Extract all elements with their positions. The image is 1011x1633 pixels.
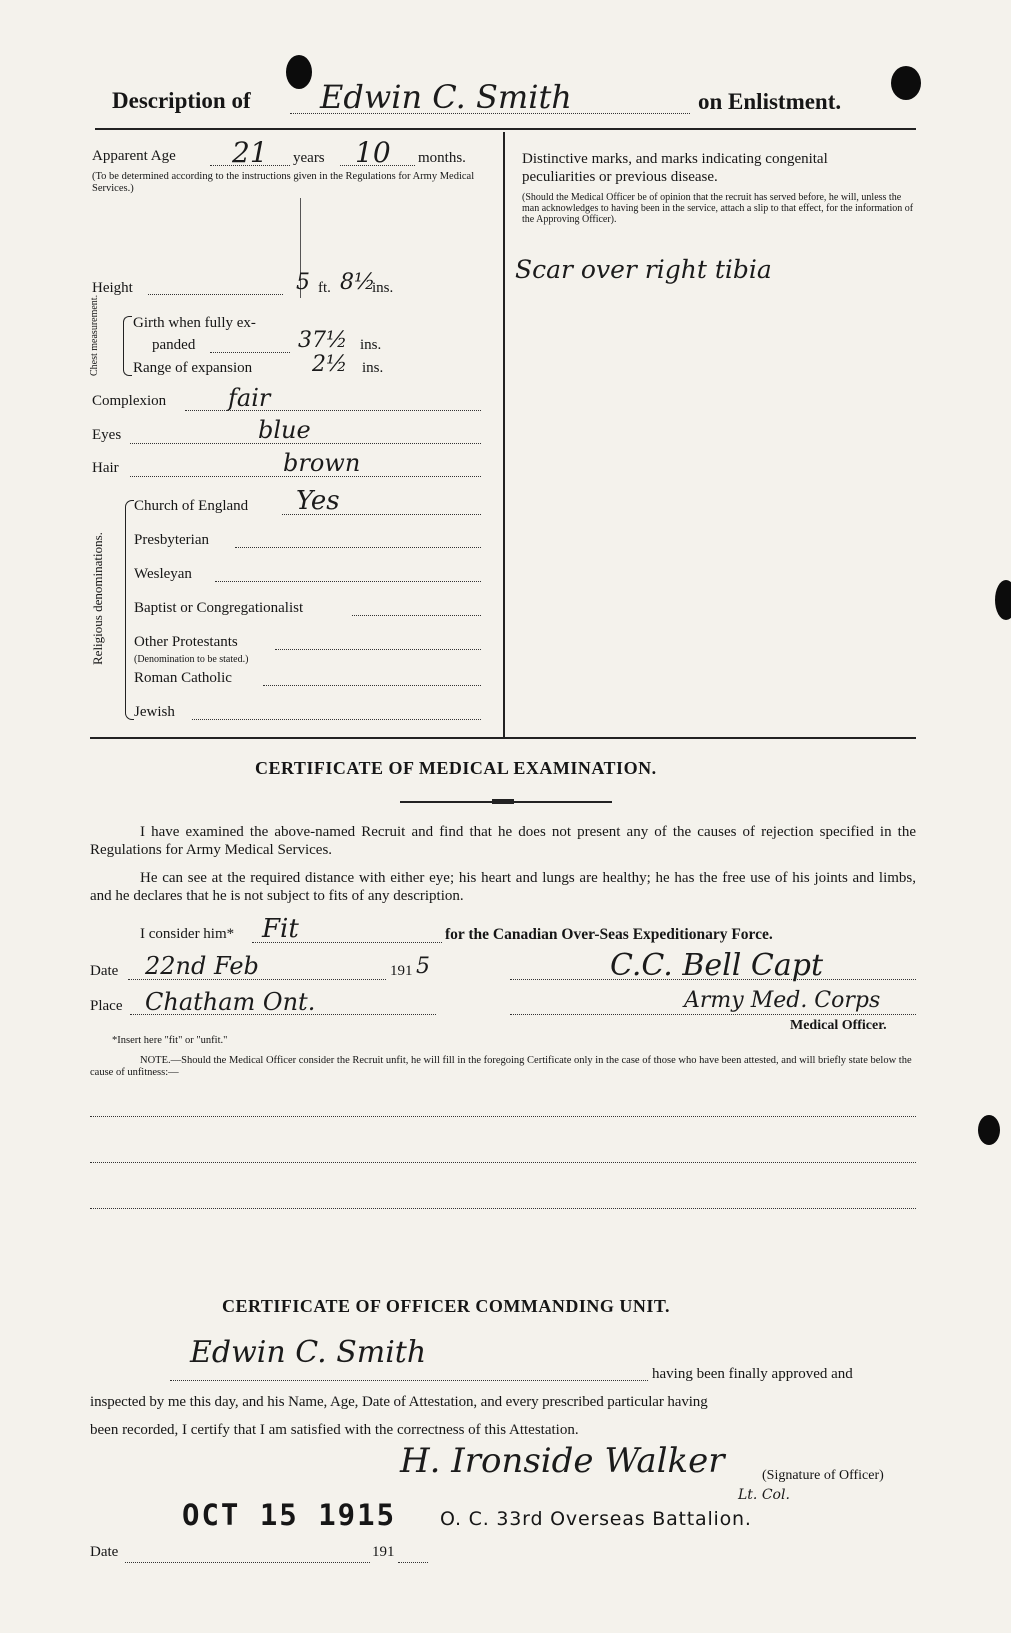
medical-place-line xyxy=(130,1014,436,1015)
girth-label-1: Girth when fully ex- xyxy=(133,315,256,331)
chest-group-label: Chest measurement. xyxy=(89,294,100,376)
range-unit: ins. xyxy=(362,360,384,376)
commanding-line1-suffix: having been finally approved and xyxy=(652,1366,853,1382)
section-rule xyxy=(90,737,916,739)
medical-para-2: He can see at the required distance with either eye; his heart and lungs are healthy; he has the free use of his joints and limbs, and he declares that he is not subject to fits of any description. xyxy=(90,870,916,904)
months-label: months. xyxy=(418,150,466,166)
commanding-line3: been recorded, I certify that I am satisfied with the correctness of this Attestation. xyxy=(90,1422,579,1438)
medical-date-label: Date xyxy=(90,963,119,979)
religion-line xyxy=(282,514,481,515)
commanding-rank: Lt. Col. xyxy=(738,1487,790,1503)
ink-blot xyxy=(978,1115,1000,1145)
religion-wesleyan: Wesleyan xyxy=(134,566,192,582)
commanding-name-value: Edwin C. Smith xyxy=(190,1335,427,1370)
religion-line xyxy=(263,685,481,686)
height-in: 8½ xyxy=(340,270,376,295)
complexion-label: Complexion xyxy=(92,393,167,409)
height-line xyxy=(148,294,283,295)
religion-bracket xyxy=(125,500,134,720)
unfitness-line-1 xyxy=(90,1116,916,1117)
religion-roman-catholic: Roman Catholic xyxy=(134,670,232,686)
medical-signature: C.C. Bell Capt xyxy=(610,948,824,983)
religion-presbyterian: Presbyterian xyxy=(134,532,209,548)
religion-baptist: Baptist or Congregationalist xyxy=(134,600,304,616)
header-suffix: on Enlistment. xyxy=(698,89,842,114)
religion-line xyxy=(235,547,481,548)
name-line xyxy=(290,113,690,114)
commanding-year-prefix: 191 xyxy=(372,1544,395,1560)
age-months: 10 xyxy=(355,136,391,169)
girth-unit: ins. xyxy=(360,337,382,353)
medical-date-value: 22nd Feb xyxy=(145,952,259,980)
religion-line xyxy=(352,615,481,616)
marks-title-2: peculiarities or previous disease. xyxy=(522,169,718,185)
religion-line xyxy=(275,649,481,650)
medical-date-line xyxy=(128,979,386,980)
commanding-signature-label: (Signature of Officer) xyxy=(762,1468,884,1483)
age-years-line xyxy=(210,165,290,166)
range-value: 2½ xyxy=(312,352,348,377)
ins-label: ins. xyxy=(372,280,394,296)
medical-signature-2: Army Med. Corps xyxy=(684,988,881,1013)
recruit-name: Edwin C. Smith xyxy=(320,78,572,116)
ink-blot xyxy=(891,66,921,100)
range-label: Range of expansion xyxy=(133,360,253,376)
medical-title: CERTIFICATE OF MEDICAL EXAMINATION. xyxy=(255,758,657,778)
marks-note: (Should the Medical Officer be of opinion that the recruit has served before, he will, unless the man acknowledges to having been in the service, attach a slip to that effect, for the information of the Approving Officer). xyxy=(522,192,914,225)
complexion-value: fair xyxy=(228,384,271,412)
ink-blot xyxy=(995,580,1011,620)
ink-blot xyxy=(286,55,312,89)
girth-value: 37½ xyxy=(298,328,348,353)
age-label: Apparent Age xyxy=(92,148,176,164)
religion-church-of-england: Church of England xyxy=(134,498,249,514)
commanding-date-label: Date xyxy=(90,1544,119,1560)
column-divider xyxy=(503,132,505,737)
medical-year-prefix: 191 xyxy=(390,963,413,979)
religion-group-label: Religious denominations. xyxy=(90,532,105,665)
eyes-value: blue xyxy=(258,416,311,444)
hair-label: Hair xyxy=(92,460,119,476)
insert-note: *Insert here "fit" or "unfit." xyxy=(112,1035,228,1046)
consider-label: I consider him* xyxy=(140,926,235,942)
medical-officer-label: Medical Officer. xyxy=(790,1018,887,1033)
medical-place-value: Chatham Ont. xyxy=(145,988,316,1016)
consider-value: Fit xyxy=(262,914,299,944)
commanding-date-stamp: OCT 15 1915 xyxy=(182,1498,397,1532)
header-prefix: Description of xyxy=(112,88,251,113)
age-months-line xyxy=(340,165,415,166)
height-label: Height xyxy=(92,280,133,296)
religion-jewish: Jewish xyxy=(134,704,175,720)
consider-suffix: for the Canadian Over-Seas Expeditionary Force. xyxy=(445,926,773,943)
unfitness-line-3 xyxy=(90,1208,916,1209)
commanding-signature: H. Ironside Walker xyxy=(400,1441,725,1481)
commanding-title: CERTIFICATE OF OFFICER COMMANDING UNIT. xyxy=(222,1296,671,1316)
medical-year-value: 5 xyxy=(416,954,430,979)
commanding-name-line xyxy=(170,1380,648,1381)
medical-place-label: Place xyxy=(90,998,123,1014)
commanding-date-line xyxy=(125,1562,370,1563)
commanding-unit-stamp: O. C. 33rd Overseas Battalion. xyxy=(440,1508,752,1530)
ft-label: ft. xyxy=(318,280,331,296)
age-years: 21 xyxy=(232,136,268,169)
commanding-year-line xyxy=(398,1562,428,1563)
header-rule xyxy=(95,128,916,130)
unfitness-line-2 xyxy=(90,1162,916,1163)
medical-title-rule-mark xyxy=(492,799,514,804)
religion-other-protestants: Other Protestants xyxy=(134,634,238,650)
marks-value: Scar over right tibia xyxy=(515,255,772,284)
girth-label-2: panded xyxy=(152,337,196,353)
religion-line xyxy=(192,719,481,720)
religion-church-of-england-value: Yes xyxy=(296,486,340,516)
height-ft: 5 xyxy=(296,270,310,295)
age-note: (To be determined according to the instructions given in the Regulations for Army Medical Services.) xyxy=(92,171,475,194)
religion-line xyxy=(215,581,481,582)
medical-para-1: I have examined the above-named Recruit and find that he does not present any of the causes of rejection specified in the Regulations for Army Medical Services. xyxy=(90,824,916,858)
marks-title-1: Distinctive marks, and marks indicating congenital xyxy=(522,151,828,167)
hair-value: brown xyxy=(283,449,361,477)
other-protestants-note: (Denomination to be stated.) xyxy=(134,654,249,665)
years-label: years xyxy=(293,150,325,166)
commanding-line2: inspected by me this day, and his Name, Age, Date of Attestation, and every prescribed particular having xyxy=(90,1394,708,1410)
eyes-label: Eyes xyxy=(92,427,122,443)
medical-note: NOTE.—Should the Medical Officer consider the Recruit unfit, he will fill in the foregoing Certificate only in the case of those who have been attested, and will briefly state below the cause of unfitness:— xyxy=(90,1055,912,1078)
chest-bracket xyxy=(123,316,132,376)
consider-line xyxy=(252,942,442,943)
girth-line xyxy=(210,352,290,353)
medical-signature-line-2 xyxy=(510,1014,916,1015)
